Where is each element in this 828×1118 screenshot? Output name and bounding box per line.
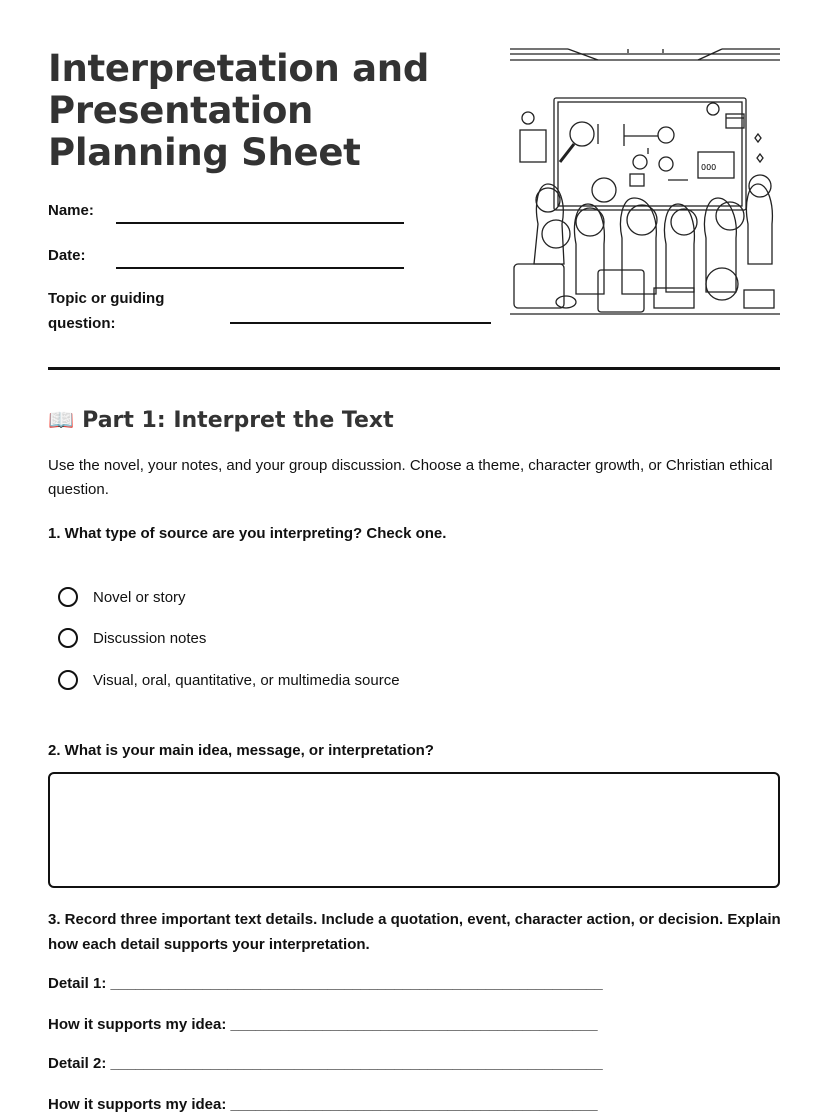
- option-novel-or-story[interactable]: [58, 587, 186, 607]
- radio-button[interactable]: [58, 628, 78, 648]
- question-1: 1. What type of source are you interpreting? Check one.: [48, 525, 447, 542]
- detail-1-line[interactable]: Detail 1: ___________________________________________________________: [48, 975, 603, 992]
- question-2: 2. What is your main idea, message, or interpretation?: [48, 742, 434, 759]
- part1-heading-text: Part 1: Interpret the Text: [82, 408, 394, 433]
- support-2-line[interactable]: How it supports my idea: ____________________________________________: [48, 1096, 598, 1113]
- part1-heading: [48, 404, 394, 437]
- book-icon: 📖: [48, 408, 75, 432]
- part1-intro: Use the novel, your notes, and your group discussion. Choose a theme, character growth, or Christian ethical question.: [48, 457, 773, 498]
- board-text: 000: [701, 163, 717, 172]
- detail-2-line[interactable]: Detail 2: ___________________________________________________________: [48, 1055, 603, 1072]
- option-label: Visual, oral, quantitative, or multimedia source: [93, 671, 400, 689]
- option-discussion-notes[interactable]: [58, 628, 206, 648]
- page-title: Interpretation and Presentation Planning Sheet: [48, 47, 430, 174]
- name-field[interactable]: [116, 222, 404, 224]
- radio-button[interactable]: [58, 587, 78, 607]
- main-idea-answer-box[interactable]: [48, 772, 780, 888]
- question-3: 3. Record three important text details. Include a quotation, event, character action, or decision. Explain how each detail supports your interpretation.: [48, 911, 781, 953]
- classroom-illustration: [508, 44, 782, 318]
- topic-field[interactable]: [230, 322, 491, 324]
- name-label: Name:: [48, 202, 94, 219]
- date-field[interactable]: [116, 267, 404, 269]
- support-1-line[interactable]: How it supports my idea: ____________________________________________: [48, 1016, 598, 1033]
- date-label: Date:: [48, 247, 86, 264]
- option-label: Discussion notes: [93, 629, 207, 647]
- option-multimedia-source[interactable]: [58, 670, 400, 690]
- radio-button[interactable]: [58, 670, 78, 690]
- topic-label: Topic or guiding question:: [48, 290, 165, 332]
- option-label: Novel or story: [93, 588, 186, 606]
- section-divider: [48, 367, 780, 370]
